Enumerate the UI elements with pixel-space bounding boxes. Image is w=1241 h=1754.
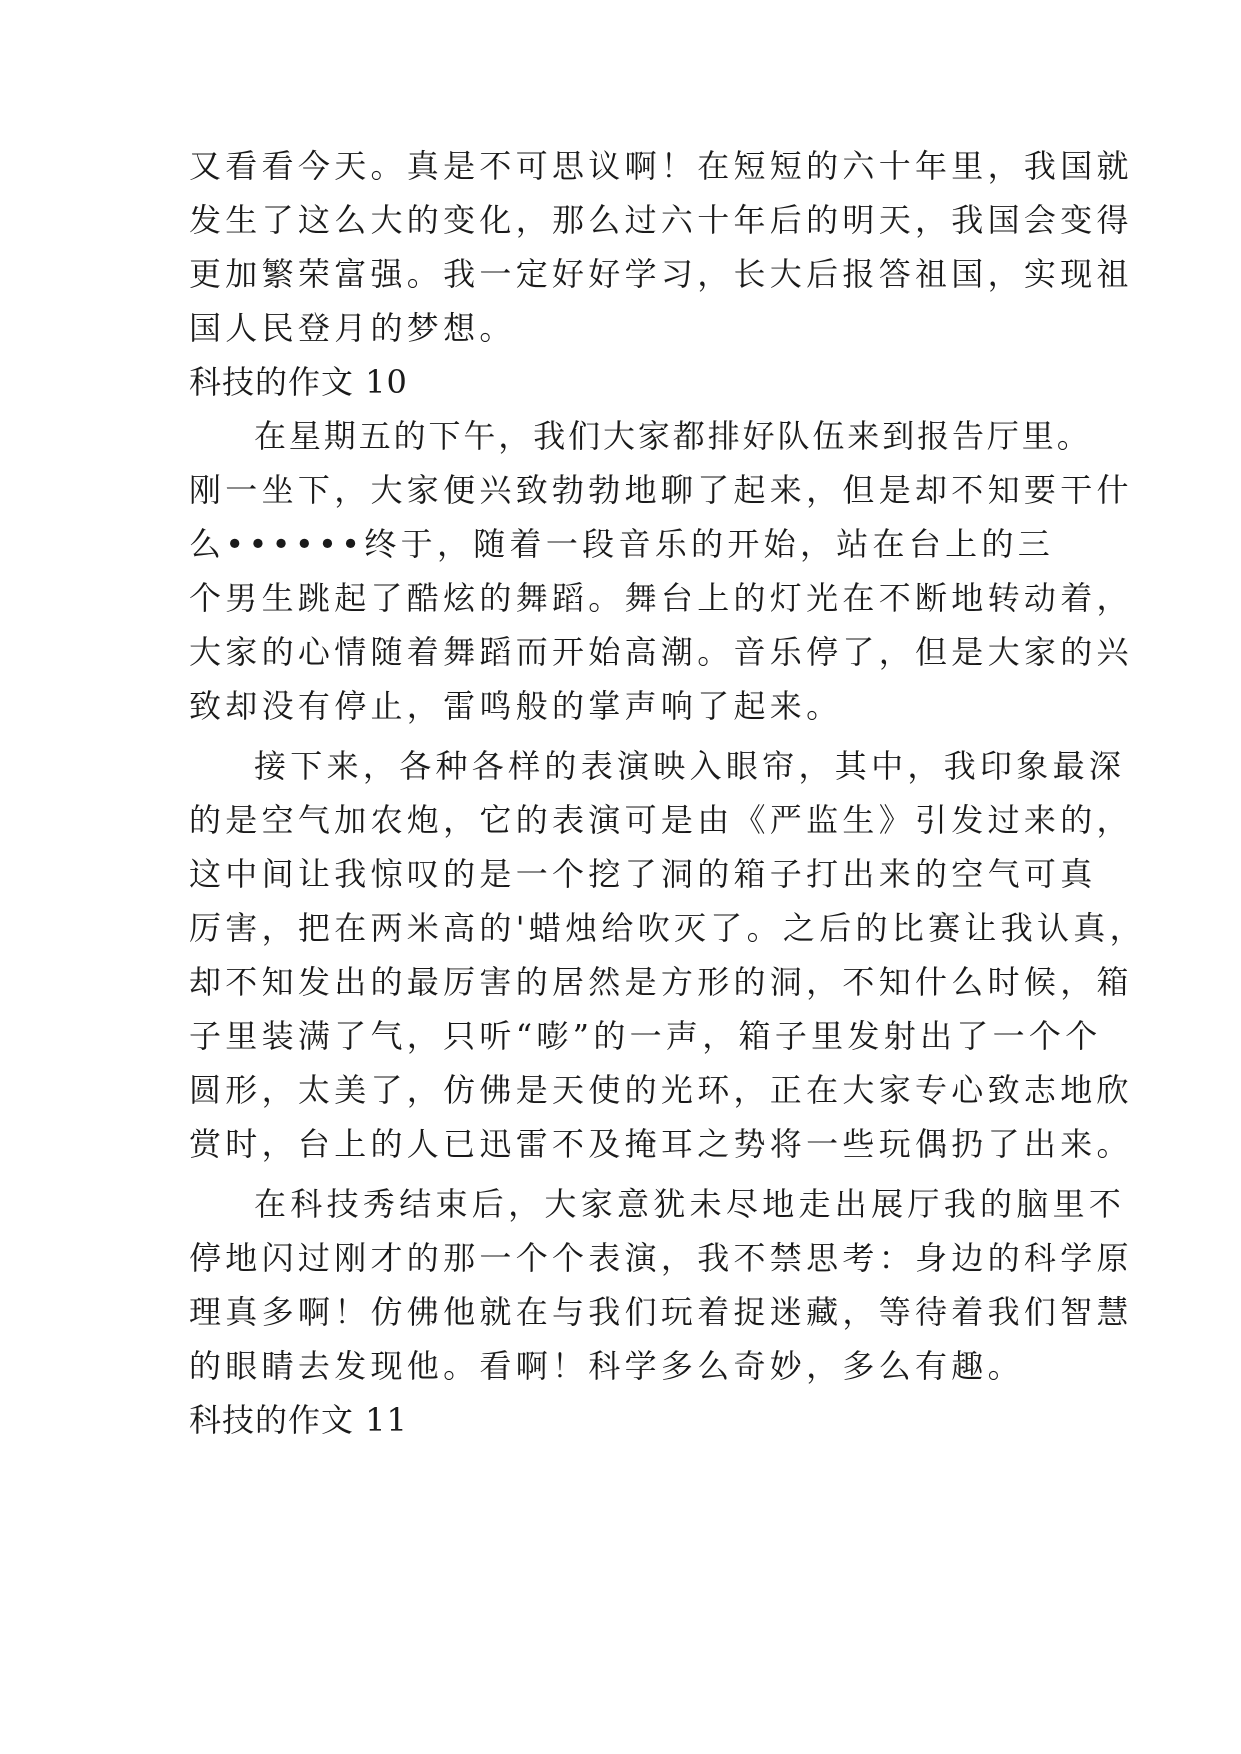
paragraph-line: 的是空气加农炮，它的表演可是由《严监生》引发过来的， xyxy=(189,801,1133,839)
paragraph-line: 接下来，各种各样的表演映入眼帘，其中，我印象最深 xyxy=(254,747,1126,785)
paragraph-line: 赏时，台上的人已迅雷不及掩耳之势将一些玩偶扔了出来。 xyxy=(189,1125,1133,1163)
paragraph-line: 致却没有停止，雷鸣般的掌声响了起来。 xyxy=(189,687,843,725)
paragraph-line: 圆形，太美了，仿佛是天使的光环，正在大家专心致志地欣 xyxy=(189,1071,1133,1109)
paragraph-line: 国人民登月的梦想。 xyxy=(189,309,516,347)
paragraph-line: 大家的心情随着舞蹈而开始高潮。音乐停了，但是大家的兴 xyxy=(189,633,1133,671)
paragraph-line: 发生了这么大的变化，那么过六十年后的明天，我国会变得 xyxy=(189,201,1133,239)
paragraph-line: 又看看今天。真是不可思议啊！在短短的六十年里，我国就 xyxy=(189,147,1133,185)
paragraph-line: 理真多啊！仿佛他就在与我们玩着捉迷藏，等待着我们智慧 xyxy=(189,1293,1133,1331)
section-heading-10: 科技的作文 10 xyxy=(189,363,408,401)
paragraph-line: 停地闪过刚才的那一个个表演，我不禁思考：身边的科学原 xyxy=(189,1239,1133,1277)
section-heading-11: 科技的作文 11 xyxy=(189,1401,408,1439)
paragraph-line: 在星期五的下午，我们大家都排好队伍来到报告厅里。 xyxy=(254,417,1092,455)
paragraph-line: 更加繁荣富强。我一定好好学习，长大后报答祖国，实现祖 xyxy=(189,255,1133,293)
paragraph-line: 这中间让我惊叹的是一个挖了洞的箱子打出来的空气可真 xyxy=(189,855,1097,893)
paragraph-line: 子里装满了气，只听“嘭”的一声，箱子里发射出了一个个 xyxy=(189,1017,1102,1055)
paragraph-line: 刚一坐下，大家便兴致勃勃地聊了起来，但是却不知要干什 xyxy=(189,471,1133,509)
paragraph-line: 厉害，把在两米高的'蜡烛给吹灭了。之后的比赛让我认真， xyxy=(189,909,1146,947)
paragraph-line: 却不知发出的最厉害的居然是方形的洞，不知什么时候，箱 xyxy=(189,963,1133,1001)
paragraph-line: 在科技秀结束后，大家意犹未尽地走出展厅我的脑里不 xyxy=(254,1185,1126,1223)
paragraph-line: 的眼睛去发现他。看啊！科学多么奇妙，多么有趣。 xyxy=(189,1347,1024,1385)
paragraph-line: 个男生跳起了酷炫的舞蹈。舞台上的灯光在不断地转动着， xyxy=(189,579,1133,617)
paragraph-line: 么••••••终于，随着一段音乐的开始，站在台上的三 xyxy=(189,525,1055,563)
